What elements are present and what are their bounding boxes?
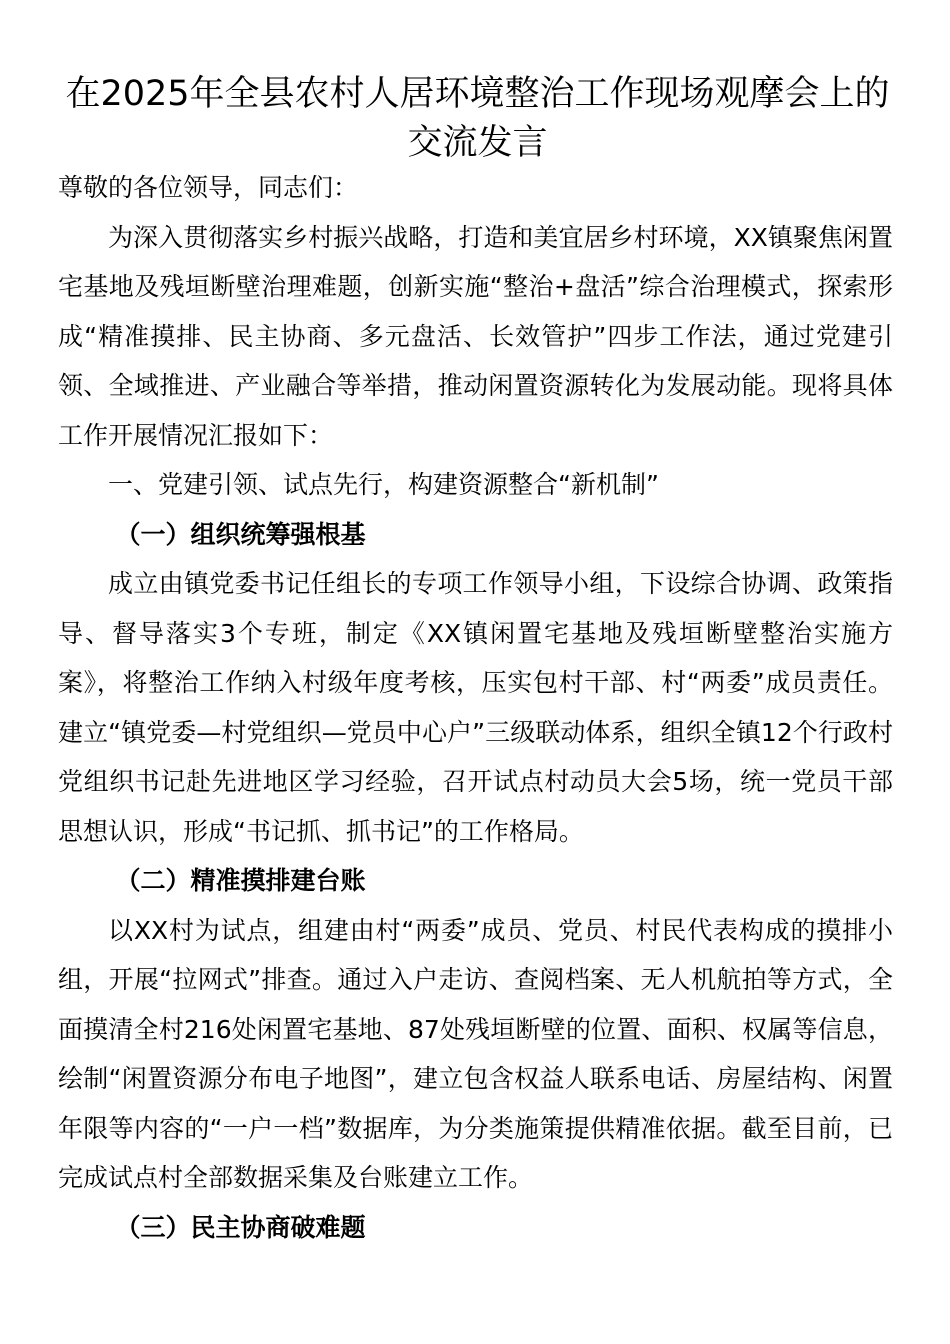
salutation: 尊敬的各位领导，同志们： bbox=[58, 173, 359, 202]
document-title: 在2025年全县农村人居环境整治工作现场观摩会上的交流发言 bbox=[65, 74, 890, 163]
intro-paragraph: 为深入贯彻落实乡村振兴战略，打造和美宜居乡村环境，XX镇聚焦闲置宅基地及残垣断壁治理难题，创新实施“整治+盘活”综合治理模式，探索形成“精准摸排、民主协商、多元盘活、长效管护”四步工作法，通过党建引领、全域推进、产业融合等举措，推动闲置资源转化为发展动能。现将具体工作开展情况汇报如下： bbox=[58, 222, 893, 450]
document-body bbox=[58, 163, 893, 1252]
subsection-2-heading: （二）精准摸排建台账 bbox=[115, 866, 366, 895]
subsection-1-heading: （一）组织统筹强根基 bbox=[115, 519, 366, 549]
subsection-1-paragraph: 成立由镇党委书记任组长的专项工作领导小组，下设综合协调、政策指导、督导落实3个专班，制定《XX镇闲置宅基地及残垣断壁整治实施方案》，将整治工作纳入村级年度考核，压实包村干部、村“两委”成员责任。建立“镇党委—村党组织—党员中心户”三级联动体系，组织全镇12个行政村党组织书记赴先进地区学习经验，召开试点村动员大会5场，统一党员干部思想认识，形成“书记抓、抓书记”的工作格局。 bbox=[58, 569, 893, 846]
subsection-3-heading: （三）民主协商破难题 bbox=[115, 1212, 366, 1242]
section-1-heading: 一、党建引领、试点先行，构建资源整合“新机制” bbox=[108, 470, 659, 499]
subsection-2-paragraph: 以XX村为试点，组建由村“两委”成员、党员、村民代表构成的摸排小组，开展“拉网式”排查。通过入户走访、查阅档案、无人机航拍等方式，全面摸清全村216处闲置宅基地、87处残垣断壁的位置、面积、权属等信息，绘制“闲置资源分布电子地图”，建立包含权益人联系电话、房屋结构、闲置年限等内容的“一户一档”数据库，为分类施策提供精准依据。截至目前，已完成试点村全部数据采集及台账建立工作。 bbox=[58, 915, 893, 1192]
